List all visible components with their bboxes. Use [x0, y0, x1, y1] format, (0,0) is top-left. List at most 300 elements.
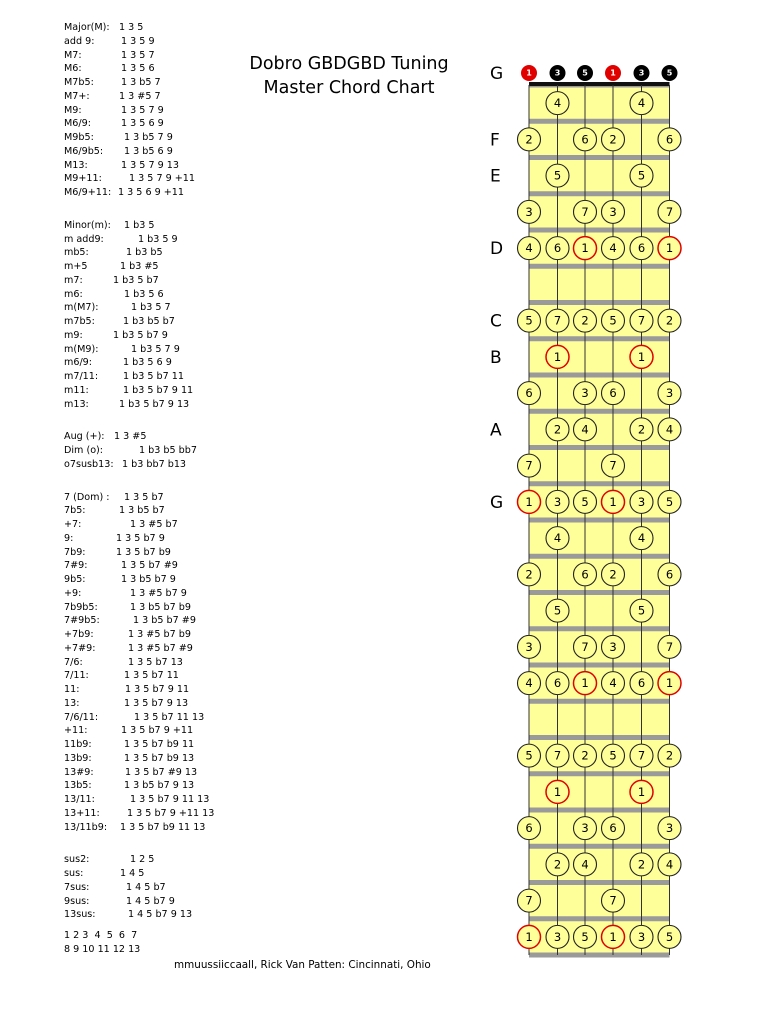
open-string-degree: 5	[666, 68, 673, 78]
note-marker	[602, 744, 625, 767]
note-marker	[546, 92, 569, 115]
note-name-label: E	[490, 166, 501, 187]
note-degree: 3	[665, 386, 674, 401]
note-degree: 2	[581, 313, 589, 328]
chord-row	[64, 172, 264, 186]
open-string-degree: 3	[638, 68, 645, 78]
note-name-label: B	[490, 347, 502, 368]
note-marker	[546, 418, 569, 441]
chord-formula: 1 3 b5 6 9	[124, 145, 173, 157]
open-string-degree: 5	[582, 68, 588, 78]
chord-name: M9+11:	[64, 173, 102, 185]
chord-row	[64, 656, 264, 670]
chord-row	[64, 49, 264, 63]
note-marker	[630, 490, 653, 513]
note-marker	[602, 454, 625, 477]
note-marker	[602, 563, 625, 586]
chord-formula: 1 3 5 b7 b9 11	[124, 739, 195, 750]
note-degree: 2	[609, 567, 617, 582]
note-degree: 7	[609, 458, 617, 473]
note-marker	[602, 309, 625, 332]
note-marker	[602, 237, 625, 260]
chord-name: m9:	[64, 329, 83, 341]
chord-formula: 1 3 5 b7 9 11	[125, 684, 190, 695]
note-marker	[630, 345, 653, 368]
chord-formula: 1 3 #5	[114, 431, 147, 443]
fret-wire	[529, 373, 670, 378]
chord-row	[64, 219, 264, 233]
degree-legend-line-2: 8 9 10 11 12 13	[64, 944, 141, 955]
chord-name: 9sus:	[64, 895, 90, 907]
open-string-degree: 3	[554, 68, 561, 78]
note-degree: 5	[525, 313, 533, 328]
chord-row	[64, 628, 264, 642]
note-degree: 2	[525, 567, 533, 582]
note-degree: 7	[637, 748, 646, 763]
note-degree: 5	[553, 168, 562, 183]
note-degree: 5	[581, 494, 589, 509]
note-degree: 4	[609, 241, 617, 256]
chord-name: M7+:	[64, 90, 90, 102]
note-marker	[518, 128, 541, 151]
fret-wire	[529, 554, 670, 559]
note-degree: 1	[609, 494, 617, 509]
note-degree: 4	[581, 857, 589, 872]
note-marker	[658, 563, 681, 586]
chord-name: M6/9:	[64, 118, 91, 130]
note-marker	[602, 672, 625, 695]
note-marker	[546, 744, 569, 767]
note-marker	[546, 237, 569, 260]
note-degree: 6	[525, 386, 533, 401]
open-string-marker	[662, 65, 678, 81]
chord-formula: 1 3 b5 b7 9	[121, 574, 176, 585]
chord-name: M7:	[64, 49, 82, 61]
chord-formula: 1 3 #5 b7 #9	[128, 642, 193, 654]
chord-name: 7#9:	[64, 560, 88, 572]
note-marker	[546, 164, 569, 187]
note-degree: 4	[637, 531, 646, 546]
chord-row	[64, 573, 264, 587]
chord-row	[64, 117, 264, 131]
chord-formula: 1 3 5 b7	[124, 491, 164, 503]
chord-formula: 1 b3 5 b7 9 11	[123, 384, 194, 396]
credit-line: mmuussiiccaall, Rick Van Patten: Cincinnati, Ohio	[174, 959, 431, 971]
chord-row	[64, 398, 264, 412]
note-degree: 1	[665, 676, 674, 691]
note-marker	[546, 672, 569, 695]
note-degree: 4	[637, 96, 646, 111]
open-string-degree: 1	[526, 68, 532, 78]
chord-row	[64, 587, 264, 601]
chord-row	[64, 711, 264, 725]
note-marker	[658, 200, 681, 223]
note-marker	[630, 853, 653, 876]
chord-formula: 1 3 5 b7 b9 11 13	[120, 821, 206, 833]
note-marker	[518, 889, 541, 912]
note-degree: 2	[637, 422, 646, 437]
chord-formula: 1 3 5 7	[121, 49, 155, 61]
note-marker	[630, 309, 653, 332]
chord-name: m7:	[64, 274, 83, 286]
chord-name: m+5	[64, 261, 88, 272]
note-name-label: G	[490, 64, 504, 84]
fret-wire	[529, 481, 670, 486]
degree-legend-line-1: 1 2 3 4 5 6 7	[64, 930, 138, 941]
note-degree: 4	[553, 531, 562, 546]
note-marker	[630, 780, 653, 803]
chord-formula: 1 3 b5 7 9	[124, 132, 173, 143]
chord-name: 13b5:	[64, 780, 92, 792]
note-degree: 3	[637, 929, 646, 944]
chord-formula: 1 3 5 9	[121, 35, 155, 47]
chord-formula-list	[64, 21, 264, 941]
note-degree: 1	[637, 349, 646, 364]
chord-row	[64, 724, 264, 738]
note-degree: 3	[609, 204, 617, 219]
chord-formula: 1 b3 5 b7 11	[123, 371, 185, 382]
chord-row	[64, 614, 264, 628]
note-degree: 7	[665, 639, 674, 654]
chord-formula: 1 4 5 b7 9	[126, 895, 175, 907]
chord-row	[64, 908, 264, 922]
chord-row	[64, 697, 264, 711]
note-degree: 3	[581, 821, 589, 836]
note-degree: 6	[581, 567, 589, 582]
note-degree: 1	[553, 349, 562, 364]
fret-wire	[529, 844, 670, 849]
chord-row	[64, 518, 264, 532]
chord-row	[64, 370, 264, 384]
note-degree: 1	[525, 929, 533, 944]
note-degree: 6	[637, 676, 646, 691]
note-marker	[602, 925, 625, 948]
chord-name: m6:	[64, 288, 83, 300]
note-degree: 3	[525, 639, 533, 654]
chord-row	[64, 881, 264, 895]
chord-group	[64, 21, 264, 200]
note-marker	[658, 237, 681, 260]
note-degree: 4	[525, 241, 533, 256]
chord-row	[64, 430, 264, 444]
chord-row	[64, 642, 264, 656]
note-marker	[658, 418, 681, 441]
note-marker	[574, 853, 597, 876]
chord-formula: 1 b3 bb7 b13	[122, 458, 187, 470]
note-marker	[574, 744, 597, 767]
note-degree: 6	[553, 676, 562, 691]
note-degree: 4	[609, 676, 617, 691]
chord-formula: 1 3 5 b7 9	[116, 532, 165, 544]
note-degree: 6	[665, 567, 674, 582]
chord-row	[64, 504, 264, 518]
chord-formula: 1 3 5 b7 9 13	[124, 697, 189, 709]
note-degree: 6	[525, 821, 533, 836]
chord-formula: 1 3 5	[119, 22, 144, 33]
note-marker	[602, 817, 625, 840]
chord-formula: 1 3 b5 b7 #9	[133, 615, 196, 627]
chord-formula: 1 3 5 6 9 +11	[118, 187, 185, 198]
fret-wire	[529, 300, 670, 305]
note-degree: 6	[637, 241, 646, 256]
note-degree: 1	[553, 784, 562, 799]
chord-name: +7b9:	[64, 629, 94, 640]
chord-name: 9:	[64, 532, 74, 544]
chord-name: m add9:	[64, 233, 104, 245]
chord-formula: 1 3 5 b7 13	[128, 656, 183, 668]
chord-name: sus2:	[64, 854, 90, 866]
open-string-degree: 1	[610, 68, 616, 78]
note-degree: 3	[553, 494, 562, 509]
chord-name: M9:	[64, 104, 82, 116]
note-marker	[658, 925, 681, 948]
fret-wire	[529, 953, 670, 958]
chord-row	[64, 301, 264, 315]
chord-row	[64, 233, 264, 247]
note-degree: 7	[553, 313, 562, 328]
note-degree: 5	[609, 313, 617, 328]
chord-formula: 1 3 5 b7 9 11 13	[130, 794, 210, 805]
chord-name: 7#9b5:	[64, 615, 100, 627]
note-marker	[546, 490, 569, 513]
chord-row	[64, 491, 264, 505]
chord-formula: 1 b3 5 6 9	[123, 357, 172, 369]
chord-formula: 1 3 b5 7	[121, 77, 161, 88]
note-marker	[602, 128, 625, 151]
chord-row	[64, 343, 264, 357]
note-degree: 4	[665, 857, 674, 872]
open-string-marker	[605, 65, 621, 81]
chord-row	[64, 21, 264, 35]
chord-row	[64, 444, 264, 458]
fret-wire	[529, 228, 670, 233]
note-marker	[574, 817, 597, 840]
chord-formula: 1 3 5 7 9	[121, 104, 164, 116]
chord-row	[64, 315, 264, 329]
note-marker	[518, 382, 541, 405]
chord-name: 13/11b9:	[64, 821, 108, 833]
chord-row	[64, 329, 264, 343]
note-degree: 5	[665, 929, 674, 944]
note-marker	[518, 817, 541, 840]
note-marker	[518, 635, 541, 658]
chord-formula: 1 b3 5 9	[138, 233, 178, 245]
note-marker	[602, 382, 625, 405]
note-marker	[658, 853, 681, 876]
note-degree: 6	[665, 132, 674, 147]
chord-group	[64, 219, 264, 412]
chord-row	[64, 601, 264, 615]
note-marker	[574, 128, 597, 151]
note-marker	[630, 237, 653, 260]
chord-row	[64, 131, 264, 145]
chord-row	[64, 807, 264, 821]
chord-name: add 9:	[64, 35, 95, 47]
note-degree: 2	[609, 132, 617, 147]
chord-name: 7/6:	[64, 656, 83, 668]
chord-name: +7:	[64, 519, 82, 530]
open-string-marker	[521, 65, 537, 81]
chord-name: Dim (o):	[64, 445, 104, 456]
note-degree: 5	[609, 748, 617, 763]
chord-name: 13:	[64, 697, 80, 709]
note-marker	[574, 237, 597, 260]
chord-name: M6:	[64, 63, 82, 75]
note-marker	[518, 563, 541, 586]
note-degree: 5	[553, 603, 562, 618]
fret-wire	[529, 191, 670, 196]
note-marker	[518, 925, 541, 948]
chord-name: 7/11:	[64, 670, 89, 682]
chord-name: mb5:	[64, 247, 89, 259]
chord-name: M9b5:	[64, 132, 94, 143]
note-degree: 4	[665, 422, 674, 437]
note-marker	[574, 563, 597, 586]
note-degree: 1	[581, 241, 589, 256]
chord-formula: 1 4 5 b7	[126, 881, 166, 893]
fret-wire	[529, 518, 670, 523]
chord-formula: 1 3 b5 b7 9 13	[124, 780, 195, 792]
chord-formula: 1 4 5	[120, 868, 145, 879]
note-marker	[546, 599, 569, 622]
note-marker	[574, 418, 597, 441]
fret-wire	[529, 916, 670, 921]
chord-row	[64, 779, 264, 793]
note-degree: 1	[665, 241, 674, 256]
note-degree: 5	[581, 929, 589, 944]
chord-group	[64, 491, 264, 835]
note-degree: 2	[553, 422, 562, 437]
chord-row	[64, 559, 264, 573]
note-marker	[630, 92, 653, 115]
note-degree: 5	[665, 494, 674, 509]
chord-row	[64, 186, 264, 200]
fret-wire	[529, 699, 670, 704]
chord-row	[64, 260, 264, 274]
note-marker	[630, 672, 653, 695]
note-degree: 7	[609, 893, 617, 908]
note-marker	[546, 309, 569, 332]
note-marker	[518, 672, 541, 695]
note-marker	[658, 635, 681, 658]
chord-name: 7b9:	[64, 546, 86, 558]
chord-formula: 1 b3 5	[124, 219, 155, 231]
fret-wire	[529, 808, 670, 813]
note-name-label: G	[490, 492, 504, 513]
note-marker	[658, 128, 681, 151]
chord-row	[64, 104, 264, 118]
chord-row	[64, 793, 264, 807]
chord-row	[64, 546, 264, 560]
chord-formula: 1 b3 5 b7	[113, 274, 159, 286]
note-degree: 2	[581, 748, 589, 763]
chord-formula: 1 3 5 6	[121, 63, 155, 75]
note-marker	[574, 635, 597, 658]
chord-formula: 1 3 #5 b7 b9	[128, 629, 191, 640]
note-marker	[518, 200, 541, 223]
chord-formula: 1 3 5 b7 9 +11	[121, 725, 194, 737]
note-marker	[630, 744, 653, 767]
chord-formula: 1 3 5 b7 b9	[116, 546, 171, 558]
chord-row	[64, 62, 264, 76]
chord-name: m13:	[64, 398, 89, 410]
chord-row	[64, 853, 264, 867]
note-name-label: A	[490, 420, 502, 441]
note-marker	[630, 418, 653, 441]
chord-name: 13+11:	[64, 807, 100, 819]
note-degree: 2	[665, 313, 674, 328]
note-marker	[546, 527, 569, 550]
fret-wire	[529, 264, 670, 269]
open-string-marker	[634, 65, 650, 81]
note-marker	[574, 925, 597, 948]
note-degree: 3	[525, 204, 533, 219]
title-line-1: Dobro GBDGBD Tuning	[249, 54, 449, 74]
chord-group	[64, 853, 264, 922]
chord-name: m(M7):	[64, 302, 99, 314]
chord-name: m(M9):	[64, 343, 99, 355]
note-degree: 3	[665, 821, 674, 836]
note-degree: 7	[525, 893, 533, 908]
note-marker	[630, 925, 653, 948]
chord-name: 7b5:	[64, 505, 86, 517]
chord-name: M6/9b5:	[64, 145, 104, 157]
note-marker	[602, 889, 625, 912]
fret-wire	[529, 663, 670, 668]
chord-row	[64, 356, 264, 370]
chord-name: o7susb13:	[64, 458, 114, 470]
chord-name: Major(M):	[64, 22, 110, 33]
chord-formula: 1 4 5 b7 9 13	[128, 909, 193, 921]
chord-name: m7/11:	[64, 371, 99, 382]
note-degree: 4	[525, 676, 533, 691]
note-degree: 7	[553, 748, 562, 763]
note-name-label: C	[490, 311, 502, 332]
note-marker	[602, 635, 625, 658]
chord-formula: 1 3 #5 7	[119, 90, 161, 102]
chord-name: 11:	[64, 684, 80, 695]
chord-row	[64, 821, 264, 835]
chord-formula: 1 3 b5 b7	[119, 505, 165, 517]
chord-formula: 1 b3 b5 bb7	[139, 445, 197, 456]
note-marker	[574, 309, 597, 332]
chord-group	[64, 430, 264, 471]
note-degree: 7	[581, 639, 589, 654]
chord-row	[64, 35, 264, 49]
note-degree: 1	[609, 929, 617, 944]
chord-name: M13:	[64, 159, 88, 171]
note-marker	[518, 744, 541, 767]
chord-name: m7b5:	[64, 316, 95, 327]
chord-name: M7b5:	[64, 77, 94, 88]
fret-wire	[529, 626, 670, 631]
note-marker	[518, 237, 541, 260]
note-marker	[658, 382, 681, 405]
fret-wire	[529, 735, 670, 740]
note-marker	[630, 599, 653, 622]
chord-formula: 1 b3 5 b7 9	[113, 329, 168, 341]
chord-row	[64, 532, 264, 546]
fretboard-diagram	[480, 55, 690, 980]
fret-wire	[529, 409, 670, 414]
note-marker	[574, 490, 597, 513]
nut	[529, 82, 670, 86]
chord-name: Minor(m):	[64, 219, 111, 231]
note-marker	[602, 490, 625, 513]
note-degree: 5	[637, 603, 646, 618]
chord-row	[64, 76, 264, 90]
chord-row	[64, 145, 264, 159]
